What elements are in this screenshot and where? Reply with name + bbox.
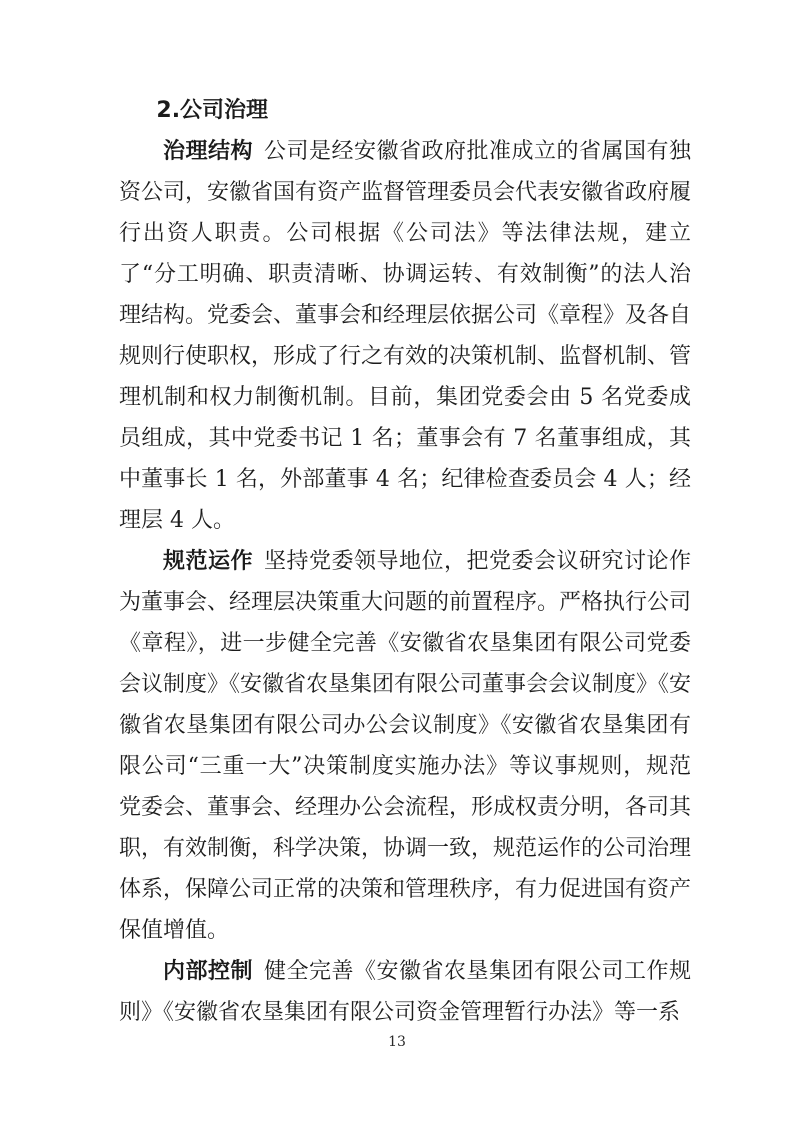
paragraph-text-governance-structure: 公司是经安徽省政府批准成立的省属国有独资公司，安徽省国有资产监督管理委员会代表安徽省政府履行出资人职责。公司根据《公司法》等法律法规，建立了“分工明确、职责清晰、协调运转、有效制衡”的法人治理结构。党委会、董事会和经理层依据公司《章程》及各自规则行使职权，形成了行之有效的决策机制、监督机制、管理机制和权力制衡机制。目前，集团党委会由 5 名党委成员组成，其中党委书记 1 名；董事会有 7 名董事组成，其中董事长 1 名，外部董事 4 名；纪律检查委员会 4 人；经理层 4 人。 <box>119 139 692 533</box>
run-in-heading-internal-control: 内部控制 <box>163 959 253 984</box>
run-in-heading-governance-structure: 治理结构 <box>163 139 253 164</box>
section-heading: 2.公司治理 <box>156 98 269 123</box>
paragraph-text-standard-operation: 坚持党委领导地位，把党委会议研究讨论作为董事会、经理层决策重大问题的前置程序。严格执行公司《章程》，进一步健全完善《安徽省农垦集团有限公司党委会议制度》《安徽省农垦集团有限公司董事会会议制度》《安徽省农垦集团有限公司办公会议制度》《安徽省农垦集团有限公司“三重一大”决策制度实施办法》等议事规则，规范党委会、董事会、经理办公会流程，形成权责分明，各司其职，有效制衡，科学决策，协调一致，规范运作的公司治理体系，保障公司正常的决策和管理秩序，有力促进国有资产保值增值。 <box>119 549 692 943</box>
run-in-heading-standard-operation: 规范运作 <box>163 549 253 574</box>
document-body <box>119 90 691 1033</box>
paragraph-standard-operation <box>119 541 691 951</box>
paragraph-internal-control <box>119 951 691 1033</box>
paragraph-text-internal-control: 健全完善《安徽省农垦集团有限公司工作规则》《安徽省农垦集团有限公司资金管理暂行办法》等一系 <box>119 959 691 1025</box>
page-number: 13 <box>388 1034 406 1050</box>
paragraph-governance-structure <box>119 131 691 541</box>
